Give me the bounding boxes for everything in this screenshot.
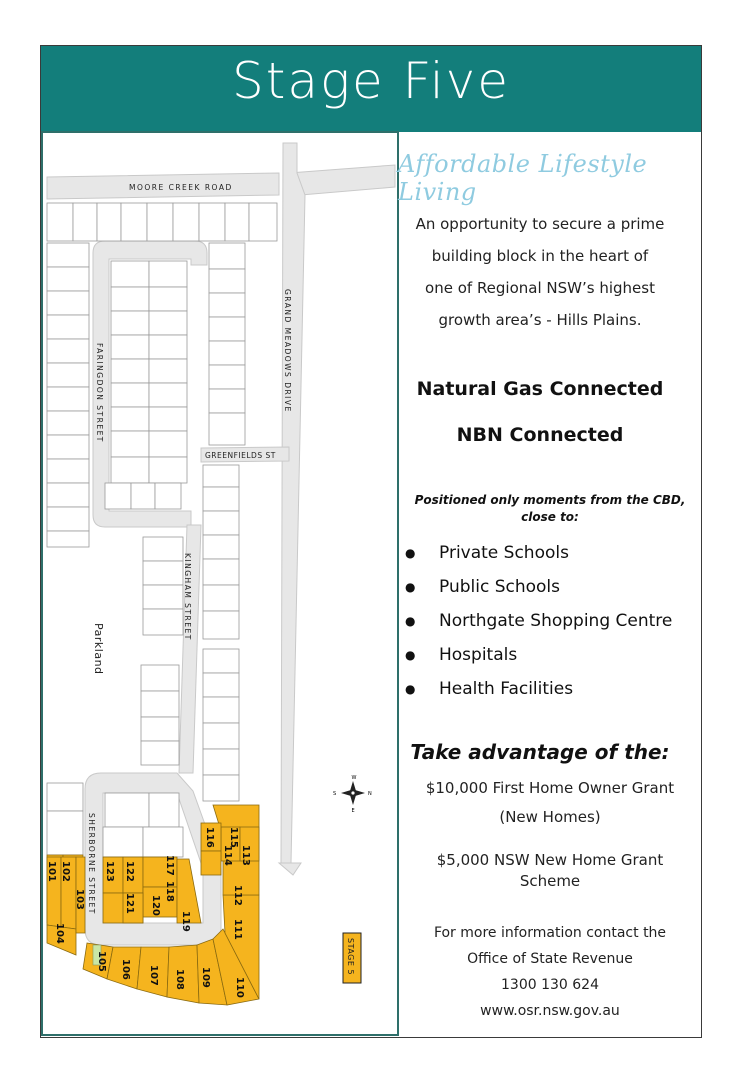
lot-106: 106: [120, 959, 131, 980]
contact-info: [400, 920, 700, 1024]
lot-105: 105: [96, 951, 107, 972]
moore-creek-road-label: MOORE CREEK ROAD: [129, 183, 233, 192]
list-item: ● Private Schools: [405, 536, 695, 570]
lot-114: 114: [222, 845, 233, 866]
lot-107: 107: [148, 965, 159, 986]
stage-5-label: [343, 933, 361, 983]
top-row-blocks: [47, 203, 277, 241]
lot-110: 110: [234, 977, 245, 998]
kingham-west-blocks: [141, 537, 183, 765]
lot-108: 108: [174, 969, 185, 990]
lot-109: 109: [200, 967, 211, 988]
kingham-street-label: KINGHAM STREET: [183, 553, 192, 641]
svg-text:S: S: [333, 791, 337, 797]
grant-new-home: $5,000 NSW New Home Grant Scheme: [436, 851, 664, 890]
feature-natural-gas: Natural Gas Connected: [416, 378, 664, 400]
lot-111: 111: [232, 919, 243, 940]
parkland-label: Parkland: [92, 623, 105, 675]
lot-103: 103: [74, 889, 85, 910]
intro-text: [400, 208, 680, 336]
list-item: ● Health Facilities: [405, 672, 695, 706]
bullet-icon: ●: [405, 648, 416, 662]
bullet-icon: ●: [405, 546, 416, 560]
tagline: Affordable Lifestyle Living: [398, 150, 648, 206]
amenities-list: [405, 536, 695, 706]
contact-line: For more information contact the: [433, 925, 667, 941]
right-column-blocks: [203, 243, 245, 801]
intro-line: An opportunity to secure a prime: [415, 215, 665, 233]
grand-meadows-drive-label: GRAND MEADOWS DRIVE: [283, 289, 292, 413]
subdivision-map: [43, 133, 397, 1034]
lot-112: 112: [232, 885, 243, 906]
list-item: ● Hospitals: [405, 638, 695, 672]
list-item: ● Northgate Shopping Centre: [405, 604, 695, 638]
grant-first-home: $10,000 First Home Owner Grant (New Homes): [425, 779, 675, 826]
sherborne-street-label: SHERBORNE STREET: [87, 813, 96, 915]
svg-text:N: N: [368, 791, 372, 797]
lot-101: 101: [46, 861, 57, 882]
bullet-icon: ●: [405, 580, 416, 594]
lot-118: 118: [164, 881, 175, 902]
phone-number: 1300 130 624: [501, 977, 599, 993]
info-panel: [400, 132, 700, 1036]
left-column-blocks: [47, 243, 89, 547]
intro-line: building block in the heart of: [431, 247, 649, 265]
contact-line: Office of State Revenue: [467, 951, 633, 967]
list-item: ● Public Schools: [405, 570, 695, 604]
intro-line: one of Regional NSW’s highest: [425, 279, 655, 297]
lot-122: 122: [124, 861, 135, 882]
lot-116: 116: [204, 827, 215, 848]
website-link[interactable]: www.osr.nsw.gov.au: [480, 1003, 620, 1019]
bullet-icon: ●: [405, 614, 416, 628]
grand-meadows-drive: [281, 143, 305, 863]
greenfields-street-label: GREENFIELDS ST: [205, 451, 276, 460]
lot-121: 121: [124, 893, 135, 914]
positioned-text: Positioned only moments from the CBD, close to:: [414, 493, 686, 524]
inner-grid-blocks: [105, 261, 187, 509]
faringdon-street-label: FARINGDON STREET: [95, 343, 104, 443]
intro-line: growth area’s - Hills Plains.: [438, 311, 642, 329]
lot-113: 113: [240, 845, 251, 866]
feature-nbn: NBN Connected: [456, 424, 624, 446]
advantage-heading: Take advantage of the:: [410, 740, 670, 764]
compass-rose-icon: [333, 775, 372, 814]
lot-104: 104: [54, 923, 65, 944]
lot-117: 117: [164, 855, 175, 876]
lot-102: 102: [60, 861, 71, 882]
svg-text:E: E: [351, 808, 355, 814]
lot-119: 119: [180, 911, 191, 932]
lot-120: 120: [150, 895, 161, 916]
svg-text:STAGE 5: STAGE 5: [346, 938, 355, 976]
header-banner: [41, 46, 701, 132]
page-title: Stage Five: [231, 52, 510, 110]
sherborne-blocks: [47, 783, 183, 857]
svg-text:W: W: [351, 775, 357, 781]
bullet-icon: ●: [405, 682, 416, 696]
lot-123: 123: [104, 861, 115, 882]
lot-115: 115: [228, 827, 239, 848]
